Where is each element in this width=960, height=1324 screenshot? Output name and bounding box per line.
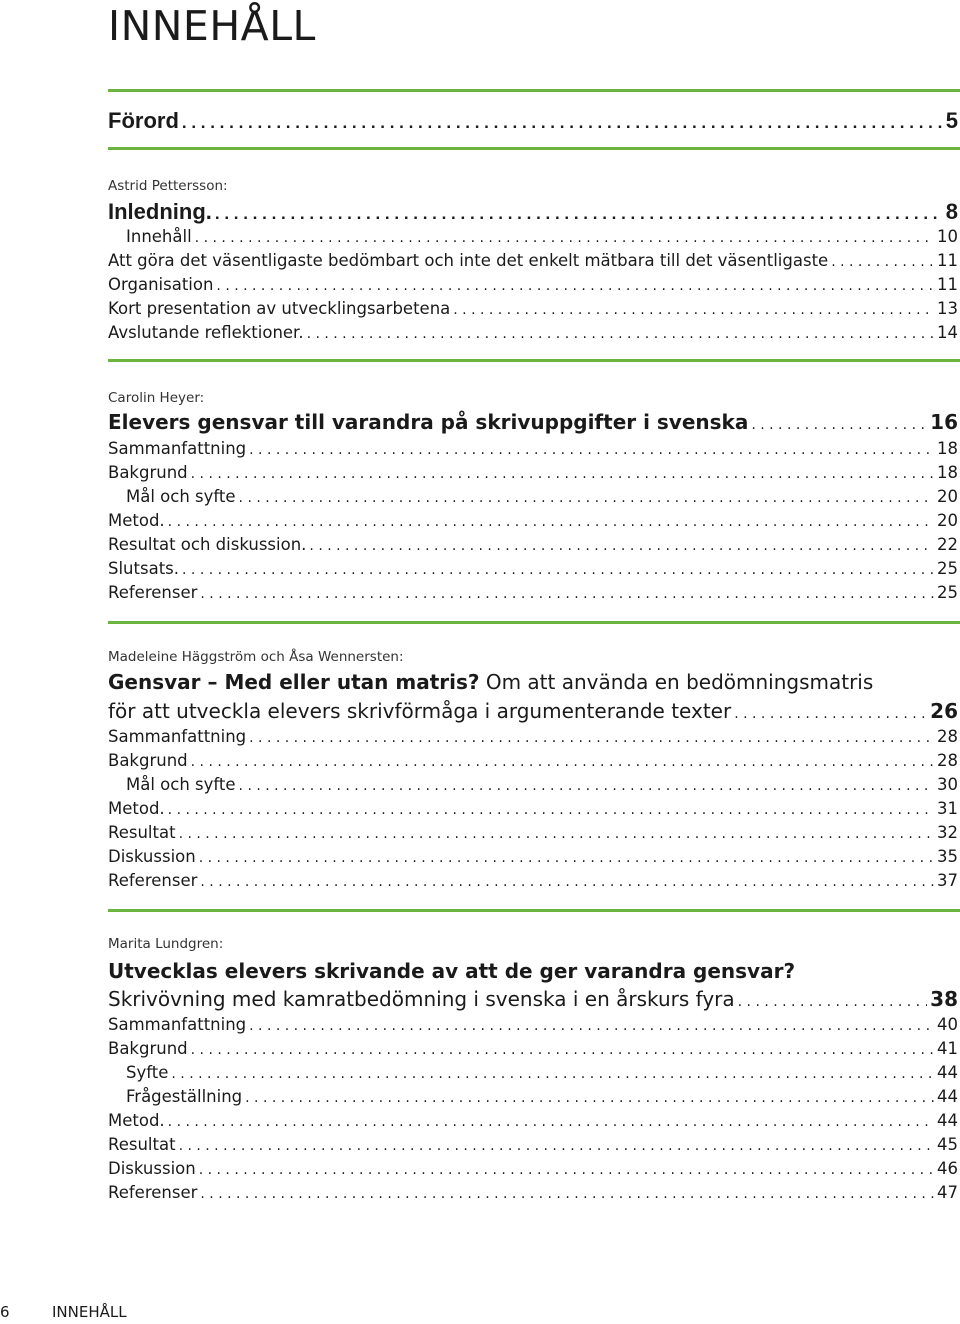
toc-entry[interactable] <box>108 1038 958 1061</box>
toc-entry[interactable] <box>108 1158 958 1181</box>
toc-entry-label: Frågeställning <box>126 1087 243 1106</box>
toc-entry-label: Resultat <box>108 823 176 842</box>
dot-leader <box>168 1111 934 1133</box>
toc-page-number: 18 <box>937 439 958 458</box>
dot-leader <box>734 701 927 727</box>
toc-entry-label: Diskussion <box>108 1159 196 1178</box>
toc-page-number: 31 <box>937 799 958 818</box>
toc-page-number: 11 <box>937 251 958 270</box>
footer-page-number: 6 <box>0 1303 10 1321</box>
toc-page-number: 32 <box>937 823 958 842</box>
section-title-rest: Om att använda en bedömningsmatris <box>479 670 874 694</box>
toc-entry[interactable] <box>108 274 958 297</box>
toc-entry[interactable] <box>108 870 958 893</box>
toc-entry-label: Slutsats. <box>108 559 180 578</box>
toc-page-number: 26 <box>930 699 958 723</box>
dot-leader <box>216 275 934 297</box>
toc-entry-label: Referenser <box>108 1183 198 1202</box>
toc-entry-section-title[interactable] <box>108 986 958 1015</box>
dot-leader <box>453 299 934 321</box>
toc-page-number: 44 <box>937 1063 958 1082</box>
toc-entry[interactable] <box>108 534 958 557</box>
toc-entry-label: Att göra det väsentligaste bedömbart och inte det enkelt mätbara till det väsentligaste <box>108 251 829 270</box>
toc-page-number: 25 <box>937 583 958 602</box>
toc-entry-label: Sammanfattning <box>108 439 247 458</box>
section-author: Astrid Pettersson: <box>108 178 228 194</box>
section-title <box>108 669 873 695</box>
toc-page-number: 18 <box>937 463 958 482</box>
divider <box>108 89 960 92</box>
toc-entry[interactable] <box>126 1086 958 1109</box>
toc-entry[interactable] <box>108 1182 958 1205</box>
dot-leader <box>191 751 934 773</box>
footer-label: INNEHÅLL <box>52 1303 127 1321</box>
toc-page-number: 38 <box>930 987 958 1011</box>
toc-entry[interactable] <box>126 774 958 797</box>
dot-leader <box>239 775 934 797</box>
dot-leader <box>200 871 934 893</box>
toc-page-number: 5 <box>945 108 958 133</box>
dot-leader <box>195 227 934 249</box>
toc-page-number: 45 <box>937 1135 958 1154</box>
toc-page-number: 22 <box>937 535 958 554</box>
toc-entry[interactable] <box>108 298 958 321</box>
toc-entry-label: Metod. <box>108 511 165 530</box>
toc-entry[interactable] <box>108 510 958 533</box>
dot-leader <box>199 1159 934 1181</box>
toc-entry-label: Diskussion <box>108 847 196 866</box>
dot-leader <box>179 823 934 845</box>
toc-page-number: 35 <box>937 847 958 866</box>
toc-entry[interactable] <box>126 1062 958 1085</box>
dot-leader <box>245 1087 934 1109</box>
toc-entry-label: Referenser <box>108 583 198 602</box>
dot-leader <box>168 511 934 533</box>
page-footer <box>0 1302 127 1322</box>
toc-entry-label: Förord <box>108 108 179 133</box>
toc-page-number: 20 <box>937 511 958 530</box>
toc-page-number: 30 <box>937 775 958 794</box>
toc-entry-label: Sammanfattning <box>108 727 247 746</box>
section-title <box>108 958 795 984</box>
toc-entry[interactable] <box>108 1014 958 1037</box>
dot-leader <box>200 583 934 605</box>
toc-page-number: 10 <box>937 227 958 246</box>
toc-entry-label: Skrivövning med kamratbedömning i svenska i en årskurs fyra <box>108 987 735 1011</box>
toc-page-number: 20 <box>937 487 958 506</box>
toc-entry[interactable] <box>108 462 958 485</box>
dot-leader <box>307 323 934 345</box>
toc-entry-foreword[interactable] <box>108 107 958 137</box>
dot-leader <box>182 559 934 581</box>
toc-page-number: 37 <box>937 871 958 890</box>
toc-entry[interactable] <box>108 1134 958 1157</box>
divider <box>108 909 960 912</box>
toc-entry-label: Referenser <box>108 871 198 890</box>
toc-entry[interactable] <box>108 846 958 869</box>
dot-leader <box>309 535 934 557</box>
dot-leader <box>831 251 934 273</box>
toc-entry-label: Innehåll <box>126 227 192 246</box>
toc-page-number: 46 <box>937 1159 958 1178</box>
dot-leader <box>751 412 927 438</box>
toc-page-number: 28 <box>937 727 958 746</box>
toc-entry-label: Bakgrund <box>108 1039 188 1058</box>
dot-leader <box>199 847 934 869</box>
toc-entry-label: Resultat <box>108 1135 176 1154</box>
dot-leader <box>171 1063 934 1085</box>
toc-page-number: 11 <box>937 275 958 294</box>
section-author: Madeleine Häggström och Åsa Wennersten: <box>108 649 404 665</box>
toc-entry-label: Sammanfattning <box>108 1015 247 1034</box>
toc-page-number: 16 <box>930 410 958 434</box>
dot-leader <box>182 109 943 137</box>
dot-leader <box>168 799 934 821</box>
divider <box>108 147 960 150</box>
dot-leader <box>249 727 934 749</box>
dot-leader <box>738 989 928 1015</box>
toc-entry-section-title[interactable] <box>108 198 958 228</box>
toc-entry-label: Mål och syfte <box>126 775 236 794</box>
toc-entry[interactable] <box>126 226 958 249</box>
dot-leader <box>249 439 934 461</box>
toc-entry-label: Avslutande reflektioner. <box>108 323 304 342</box>
toc-entry[interactable] <box>108 798 958 821</box>
toc-entry[interactable] <box>126 486 958 509</box>
toc-entry[interactable] <box>108 750 958 773</box>
toc-entry-section-title[interactable] <box>108 698 958 727</box>
dot-leader <box>191 1039 934 1061</box>
toc-entry[interactable] <box>108 322 958 345</box>
toc-page-number: 47 <box>937 1183 958 1202</box>
dot-leader <box>179 1135 934 1157</box>
dot-leader <box>191 463 934 485</box>
section-author: Carolin Heyer: <box>108 390 205 406</box>
toc-page-number: 28 <box>937 751 958 770</box>
toc-entry-label: Metod. <box>108 1111 165 1130</box>
toc-entry-label: Kort presentation av utvecklingsarbetena <box>108 299 451 318</box>
toc-entry-section-title[interactable] <box>108 409 958 438</box>
toc-page-number: 40 <box>937 1015 958 1034</box>
toc-entry[interactable] <box>108 582 958 605</box>
divider <box>108 621 960 624</box>
toc-entry-label: Organisation <box>108 275 214 294</box>
toc-entry[interactable] <box>108 558 958 581</box>
section-title-bold: Gensvar – Med eller utan matris? <box>108 670 480 694</box>
toc-entry-label: Resultat och diskussion. <box>108 535 307 554</box>
section-title-bold: Utvecklas elevers skrivande av att de ger varandra gensvar? <box>108 959 796 983</box>
toc-entry[interactable] <box>108 438 958 461</box>
dot-leader <box>249 1015 934 1037</box>
dot-leader <box>200 1183 934 1205</box>
toc-page-number: 41 <box>937 1039 958 1058</box>
dot-leader <box>239 487 934 509</box>
page-title: INNEHÅLL <box>108 2 316 50</box>
toc-entry[interactable] <box>108 726 958 749</box>
toc-entry-label: Elevers gensvar till varandra på skrivuppgifter i svenska <box>108 410 749 434</box>
toc-page-number: 44 <box>937 1087 958 1106</box>
toc-page-number: 8 <box>945 199 958 224</box>
toc-entry-label: Bakgrund <box>108 751 188 770</box>
toc-page-number: 25 <box>937 559 958 578</box>
toc-entry[interactable] <box>108 822 958 845</box>
toc-entry-label: Mål och syfte <box>126 487 236 506</box>
toc-entry-label: för att utveckla elevers skrivförmåga i argumenterande texter <box>108 699 732 723</box>
toc-entry-label: Inledning. <box>108 199 212 224</box>
toc-page-number: 14 <box>937 323 958 342</box>
toc-entry-label: Syfte <box>126 1063 169 1082</box>
toc-entry[interactable] <box>108 250 958 273</box>
toc-entry-label: Bakgrund <box>108 463 188 482</box>
divider <box>108 359 960 362</box>
toc-entry-label: Metod. <box>108 799 165 818</box>
section-author: Marita Lundgren: <box>108 936 224 952</box>
toc-page-number: 44 <box>937 1111 958 1130</box>
toc-page-number: 13 <box>937 299 958 318</box>
toc-entry[interactable] <box>108 1110 958 1133</box>
dot-leader <box>215 200 943 228</box>
